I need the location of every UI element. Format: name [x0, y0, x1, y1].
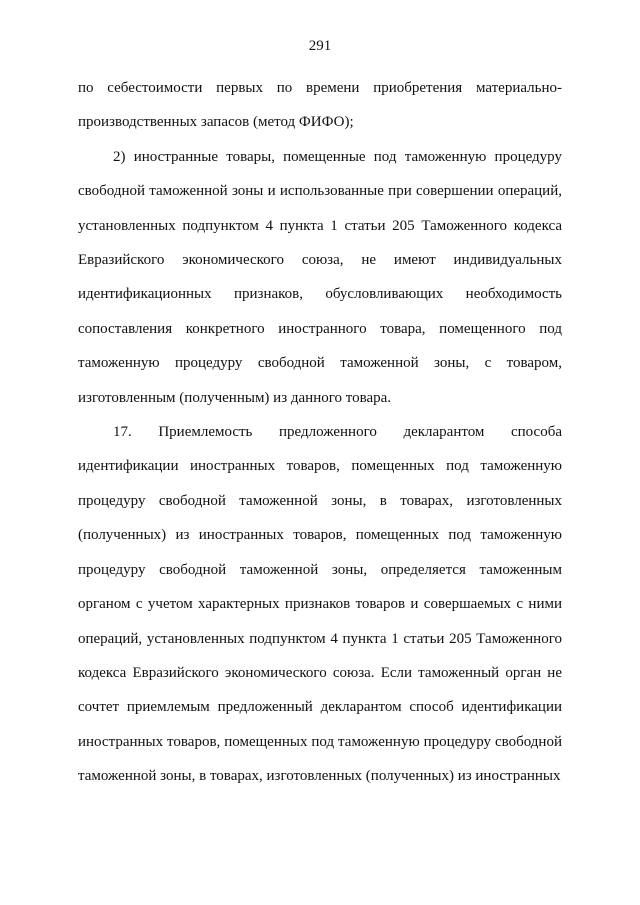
paragraph-clause-17: 17. Приемлемость предложенного декларантом способа идентификации иностранных товаров, помещенных под таможенную процедуру свободной таможенной зоны, в товарах, изготовленных (полученных) из иностранных товаров, помещенных под таможенную процедуру свободной таможенной зоны, определяется таможенным органом с учетом характерных признаков товаров и совершаемых с ними операций, установленных подпунктом 4 пункта 1 статьи 205 Таможенного кодекса Евразийского экономического союза. Если таможенный орган не сочтет приемлемым предложенный декларантом способ идентификации иностранных товаров, помещенных под таможенную процедуру свободной таможенной зоны, в товарах, изготовленных (полученных) из иностранных	[78, 424, 562, 785]
paragraph-item-2: 2) иностранные товары, помещенные под таможенную процедуру свободной таможенной зоны и использованные при совершении операций, установленных подпунктом 4 пункта 1 статьи 205 Таможенного кодекса Евразийского экономического союза, не имеют индивидуальных идентификационных признаков, обусловливающих необходимость сопоставления конкретного иностранного товара, помещенного под таможенную процедуру свободной таможенной зоны, с товаром, изготовленным (полученным) из данного товара.	[78, 148, 562, 406]
document-body	[78, 71, 562, 794]
paragraph-continuation: по себестоимости первых по времени приобретения материально-производственных запасов (метод ФИФО);	[78, 80, 562, 131]
page-number: 291	[308, 38, 332, 54]
